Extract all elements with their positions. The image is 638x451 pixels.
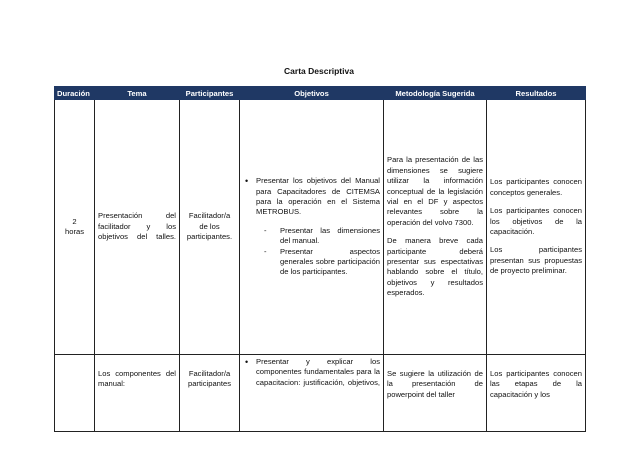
descriptive-chart-table [54,86,586,432]
duration-cell [55,355,95,432]
duration-value: 2 [72,216,77,226]
objectives-list [243,176,380,278]
topic-text: Presentación del facilitador y los objetivos del talles. [98,211,176,242]
sub-objective-item: - Presentar aspectos generales sobre participación de los participantes. [280,247,380,278]
methodology-cell [384,100,487,355]
header-duracion: Duración [55,87,95,100]
topic-cell [95,100,180,355]
methodology-paragraph: Se sugiere la utilización de la presentación de powerpoint del taller [387,369,483,399]
header-metodologia: Metodología Sugerida [384,87,487,100]
participants-line: participantes [187,379,232,389]
table-row [55,355,586,432]
table-row [55,100,586,355]
methodology-paragraph: De manera breve cada participante deberá presentar sus espectativas hablando sobre el título, objetivos y resultados esperados. [387,236,483,298]
results-cell [487,100,586,355]
sub-objectives-list [256,226,380,278]
objectives-list [243,357,380,388]
participants-line: participantes. [186,232,233,242]
header-resultados: Resultados [487,87,586,100]
objective-item [256,176,380,278]
results-paragraph: Los participantes conocen las etapas de la capacitación y los [490,369,582,399]
participants-cell [180,355,240,432]
topic-cell [95,355,180,432]
participants-line: de los [199,221,220,231]
participants-line: Facilitador/a [188,211,231,221]
sub-objective-item: - Presentar las dimensiones del manual. [280,226,380,247]
results-paragraph: Los participantes conocen conceptos generales. [490,177,582,197]
topic-text: Los componentes del manual: [98,369,176,389]
header-tema: Tema [95,87,180,100]
header-participantes: Participantes [180,87,240,100]
participants-line: Facilitador/a [188,369,231,378]
objectives-cell [240,100,384,355]
table-header-row [55,87,586,100]
objective-text: Presentar los objetivos del Manual para Capacitadores de CITEMSA para la operación en el Sistema METROBUS. [256,176,380,217]
objectives-cell [240,355,384,432]
results-paragraph: Los participantes conocen los objetivos de la capacitación. [490,206,582,236]
results-paragraph: Los participantes presentan sus propuestas de proyecto preliminar. [490,245,582,276]
document-title: Carta Descriptiva [284,66,354,76]
participants-cell [180,100,240,355]
header-objetivos: Objetivos [240,87,384,100]
duration-cell [55,100,95,355]
methodology-paragraph: Para la presentación de las dimensiones se sugiere utilizar la información conceptual de la legislación vial en el DF y aspectos relevantes sobre la operación del volvo 7300. [387,155,483,227]
duration-unit: horas [65,227,84,236]
results-cell [487,355,586,432]
objective-item: • Presentar y explicar los componentes fundamentales para la capacitacion: justificación, objetivos, [256,357,380,388]
methodology-cell [384,355,487,432]
